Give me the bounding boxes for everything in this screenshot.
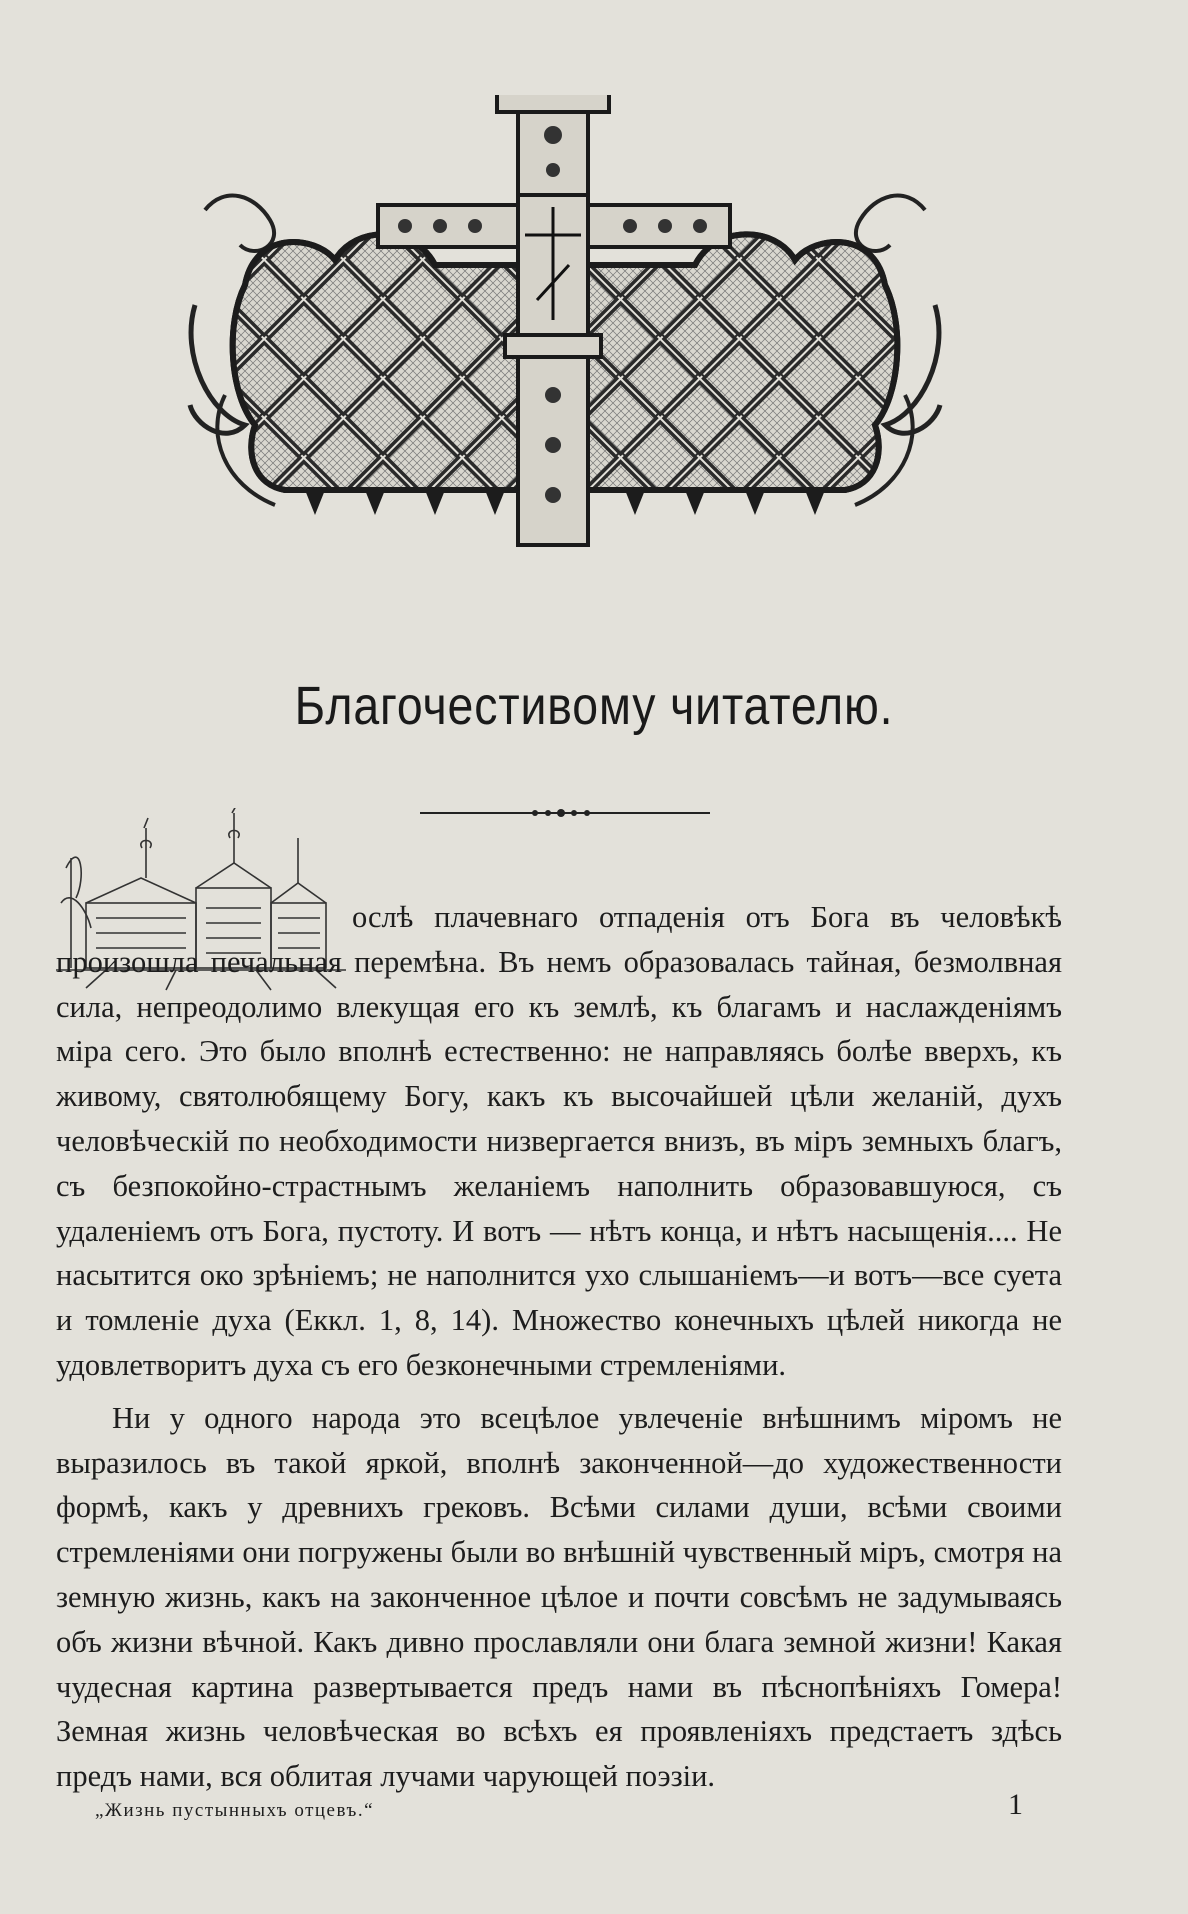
body-text [56, 895, 1062, 1799]
paragraph-2: Ни у одного народа это всецѣлое увлеченіе внѣшнимъ міромъ не выразилось въ такой яркой, вполнѣ законченной—до художественности формѣ, какъ у древнихъ грековъ. Всѣми силами души, всѣми своими стремленіями они погружены были во внѣшній чувственный міръ, смотря на земную жизнь, какъ на законченное цѣлое и почти совсѣмъ не задумываясь объ жизни вѣчной. Какъ дивно прославляли они блага земной жизни! Какая чудесная картина развертывается предъ нами въ пѣснопѣніяхъ Гомера! Земная жизнь человѣческая во всѣхъ ея проявленіяхъ предстаетъ здѣсь предъ нами, вся облитая лучами чарующей поэзіи. [56, 1400, 1062, 1794]
title-divider [420, 800, 710, 826]
page-number: 1 [1008, 1788, 1023, 1821]
page-title: Благочестивому читателю. [294, 676, 894, 736]
paragraph-1: ослѣ плачевнаго отпаденія отъ Бога въ человѣкѣ произошла печальная перемѣна. Въ немъ образовалась тайная, безмолвная сила, непреодолимо влекущая его къ землѣ, къ благамъ и наслажденіямъ міра сего. Это было вполнѣ естественно: не направляясь болѣе вверхъ, къ живому, святолюбящему Богу, какъ къ высочайшей цѣли желаній, духъ человѣческій по необходимости низвергается внизъ, въ міръ земныхъ благъ, съ безпокойно-страстнымъ желаніемъ наполнить образовавшуюся, съ удаленіемъ отъ Бога, пустоту. И вотъ — нѣтъ конца, и нѣтъ насыщенія.... Не насытится око зрѣніемъ; не наполнится ухо слышаніемъ—и вотъ—все суета и томленіе духа (Еккл. 1, 8, 14). Множество конечныхъ цѣлей никогда не удовлетворитъ духа съ его безконечными стремленіями. [56, 900, 1062, 1382]
running-footer: „Жизнь пустынныхъ отцевъ.“ [95, 1800, 374, 1821]
cross-ornament-headpiece [185, 95, 945, 565]
